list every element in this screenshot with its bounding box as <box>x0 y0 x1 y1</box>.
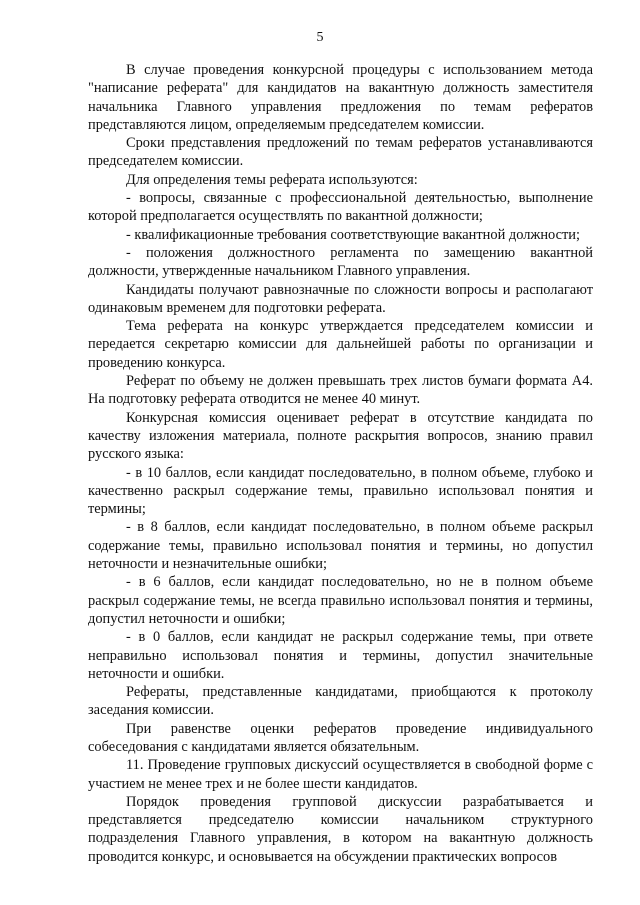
page-number: 5 <box>316 30 324 45</box>
list-item-score-0: - в 0 баллов, если кандидат не раскрыл содержание темы, при ответе неправильно использовал понятия и термины, допустил значительные неточности и ошибки. <box>88 629 593 682</box>
paragraph-group-discussions: 11. Проведение групповых дискуссий осуществляется в свободной форме с участием не менее трех и не более шести кандидатов. <box>88 757 593 792</box>
paragraph-proposal-deadlines: Сроки представления предложений по темам рефератов устанавливаются председателем комиссии. <box>88 135 593 170</box>
paragraph-discussion-procedure: Порядок проведения групповой дискуссии разрабатывается и представляется председателю комиссии начальником структурного подразделения Главного управления, в котором на вакантную должность проводится конкурс, и основывается на обсуждении практических вопросов <box>88 793 593 865</box>
list-item-qualification-requirements: - квалификационные требования соответствующие вакантной должности; <box>126 226 580 243</box>
list-item-score-6: - в 6 баллов, если кандидат последовательно, но не в полном объеме раскрыл содержание темы, не всегда правильно использовал понятия и термины, допустил неточности и ошибки; <box>88 574 593 627</box>
paragraph-equal-scores-interview: При равенстве оценки рефератов проведение индивидуального собеседования с кандидатами является обязательным. <box>88 720 593 755</box>
list-item-job-regulations: - положения должностного регламента по замещению вакантной должности, утвержденные начальником Главного управления. <box>88 244 593 280</box>
paragraph-topic-criteria-intro: Для определения темы реферата используются: <box>126 171 418 188</box>
list-item-score-10: - в 10 баллов, если кандидат последовательно, в полном объеме, глубоко и качественно раскрыл содержание темы, правильно использовал понятия и термины; <box>88 464 593 518</box>
list-item-professional-questions: - вопросы, связанные с профессиональной деятельностью, выполнение которой предполагается осуществлять по вакантной должности; <box>88 190 593 225</box>
paragraph-essay-topics-proposals: В случае проведения конкурсной процедуры с использованием метода "написание реферата" для кандидатов на вакантную должность заместителя начальника Главного управления предложения по темам рефератов представляются лицом, определяемым председателем комиссии. <box>88 62 593 133</box>
document-body <box>88 61 593 866</box>
list-item-score-8: - в 8 баллов, если кандидат последовательно, в полном объеме раскрыл содержание темы, правильно использовал понятия и термины, но допустил неточности и незначительные ошибки; <box>88 519 593 573</box>
paragraph-equal-questions: Кандидаты получают равнозначные по сложности вопросы и располагают одинаковым временем для подготовки реферата. <box>88 281 593 316</box>
paragraph-essay-volume: Реферат по объему не должен превышать трех листов бумаги формата А4. На подготовку реферата отводится не менее 40 минут. <box>88 373 593 408</box>
paragraph-essay-evaluation: Конкурсная комиссия оценивает реферат в отсутствие кандидата по качеству изложения материала, полноте раскрытия вопросов, знанию правил русского языка: <box>88 409 593 463</box>
paragraph-essays-attached: Рефераты, представленные кандидатами, приобщаются к протоколу заседания комиссии. <box>88 684 593 719</box>
paragraph-topic-approval: Тема реферата на конкурс утверждается председателем комиссии и передается секретарю комиссии для дальнейшей работы по организации и проведению конкурса. <box>88 318 593 371</box>
